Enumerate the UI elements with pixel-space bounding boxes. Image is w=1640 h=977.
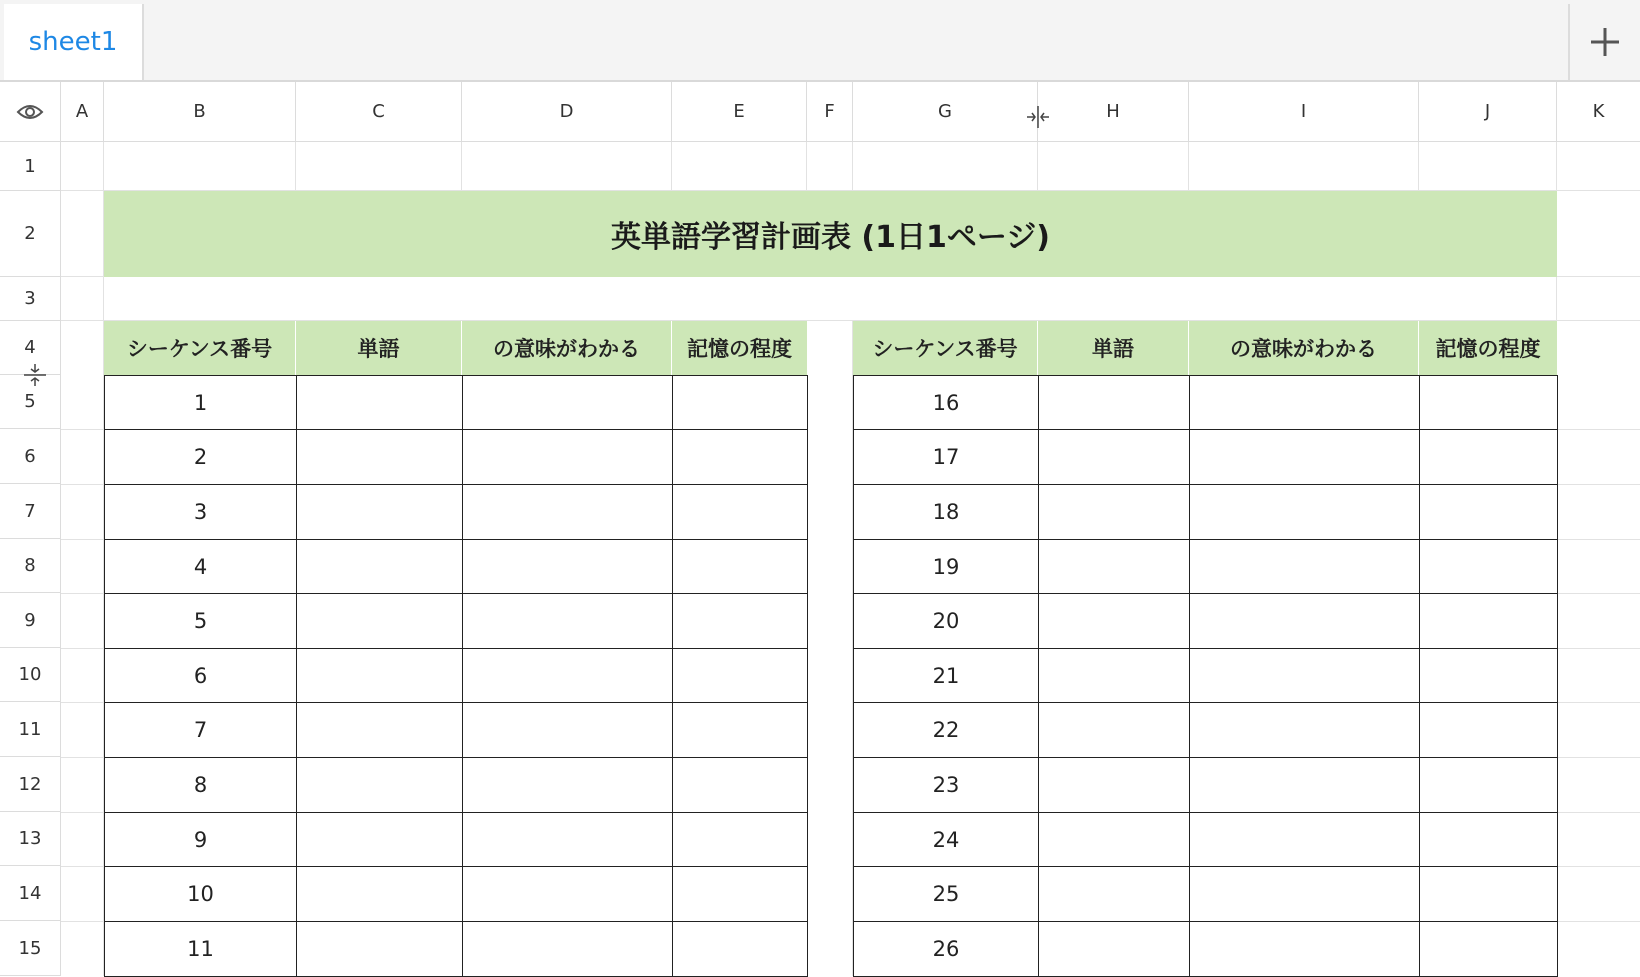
right-meaning-cell[interactable] <box>1189 539 1420 594</box>
right-meaning-cell[interactable] <box>1189 702 1420 758</box>
right-memory-cell[interactable] <box>1419 702 1558 758</box>
right-word-cell[interactable] <box>1038 757 1190 813</box>
left-word-cell[interactable] <box>296 375 463 430</box>
right-sequence-cell[interactable]: 23 <box>853 757 1039 813</box>
left-sequence-cell[interactable]: 8 <box>104 757 297 813</box>
row-header-2[interactable]: 2 <box>0 191 61 277</box>
right-sequence-cell[interactable]: 16 <box>853 375 1039 430</box>
right-memory-cell[interactable] <box>1419 375 1558 430</box>
sheet-tab-bar <box>0 0 1640 82</box>
sheet-tab-sheet1[interactable] <box>4 4 144 80</box>
left-word-cell[interactable] <box>296 866 463 922</box>
right-meaning-cell[interactable] <box>1189 593 1420 649</box>
right-word-cell[interactable] <box>1038 921 1190 977</box>
right-memory-cell[interactable] <box>1419 429 1558 485</box>
left-memory-cell[interactable] <box>672 429 808 485</box>
column-header-i[interactable]: I <box>1189 82 1419 142</box>
column-header-f[interactable]: F <box>807 82 853 142</box>
column-header-a[interactable]: A <box>61 82 104 142</box>
right-word-cell[interactable] <box>1038 593 1190 649</box>
right-sequence-cell[interactable]: 24 <box>853 812 1039 867</box>
left-meaning-cell[interactable] <box>462 866 673 922</box>
column-header-k[interactable]: K <box>1557 82 1640 142</box>
left-memory-cell[interactable] <box>672 539 808 594</box>
left-meaning-cell[interactable] <box>462 484 673 540</box>
column-header-e[interactable]: E <box>672 82 807 142</box>
row-resize-icon[interactable] <box>22 362 48 388</box>
sheet-title-cell[interactable] <box>104 191 1557 277</box>
row-header-8[interactable]: 8 <box>0 539 61 593</box>
left-memory-cell[interactable] <box>672 484 808 540</box>
left-sequence-cell[interactable]: 1 <box>104 375 297 430</box>
left-word-cell[interactable] <box>296 648 463 703</box>
right-memory-cell[interactable] <box>1419 866 1558 922</box>
add-sheet-button[interactable] <box>1568 4 1640 80</box>
left-sequence-cell[interactable]: 2 <box>104 429 297 485</box>
row-header-11[interactable]: 11 <box>0 702 61 757</box>
right-meaning-cell[interactable] <box>1189 921 1420 977</box>
left-memory-cell[interactable] <box>672 648 808 703</box>
left-word-cell[interactable] <box>296 539 463 594</box>
column-header-h[interactable]: H <box>1038 82 1189 142</box>
left-sequence-cell[interactable]: 4 <box>104 539 297 594</box>
right-word-cell[interactable] <box>1038 866 1190 922</box>
left-meaning-cell[interactable] <box>462 593 673 649</box>
right-sequence-cell[interactable]: 26 <box>853 921 1039 977</box>
sheet-tab-label: sheet1 <box>28 27 118 57</box>
row-header-3[interactable]: 3 <box>0 277 61 321</box>
right-word-cell[interactable] <box>1038 702 1190 758</box>
right-memory-cell[interactable] <box>1419 593 1558 649</box>
left-sequence-cell[interactable]: 9 <box>104 812 297 867</box>
right-meaning-cell[interactable] <box>1189 757 1420 813</box>
left-memory-cell[interactable] <box>672 812 808 867</box>
left-word-cell[interactable] <box>296 702 463 758</box>
right-header-memory[interactable]: 記憶の程度 <box>1419 321 1557 375</box>
row-header-4[interactable]: 4 <box>0 321 61 375</box>
left-sequence-cell[interactable]: 5 <box>104 593 297 649</box>
left-word-cell[interactable] <box>296 429 463 485</box>
right-sequence-cell[interactable]: 22 <box>853 702 1039 758</box>
left-header-word[interactable]: 単語 <box>296 321 462 375</box>
right-sequence-cell[interactable]: 17 <box>853 429 1039 485</box>
column-header-g[interactable]: G <box>853 82 1038 142</box>
left-sequence-cell[interactable]: 6 <box>104 648 297 703</box>
right-meaning-cell[interactable] <box>1189 866 1420 922</box>
right-header-word[interactable]: 単語 <box>1038 321 1189 375</box>
row-header-10[interactable]: 10 <box>0 648 61 702</box>
right-word-cell[interactable] <box>1038 484 1190 540</box>
right-memory-cell[interactable] <box>1419 484 1558 540</box>
right-memory-cell[interactable] <box>1419 812 1558 867</box>
row-header-5[interactable]: 5 <box>0 375 61 429</box>
row-header-9[interactable]: 9 <box>0 593 61 648</box>
left-memory-cell[interactable] <box>672 866 808 922</box>
left-header-meaning[interactable]: の意味がわかる <box>462 321 672 375</box>
plus-icon <box>1588 25 1622 59</box>
right-meaning-cell[interactable] <box>1189 429 1420 485</box>
left-meaning-cell[interactable] <box>462 757 673 813</box>
right-sequence-cell[interactable]: 19 <box>853 539 1039 594</box>
right-sequence-cell[interactable]: 20 <box>853 593 1039 649</box>
left-meaning-cell[interactable] <box>462 921 673 977</box>
sheet-title: 英単語学習計画表 (1日1ページ) <box>610 220 1050 255</box>
right-memory-cell[interactable] <box>1419 757 1558 813</box>
left-meaning-cell[interactable] <box>462 648 673 703</box>
toggle-visibility-button[interactable] <box>0 82 61 142</box>
row-header-15[interactable]: 15 <box>0 921 61 976</box>
left-memory-cell[interactable] <box>672 921 808 977</box>
row-header-13[interactable]: 13 <box>0 812 61 866</box>
right-word-cell[interactable] <box>1038 375 1190 430</box>
left-word-cell[interactable] <box>296 484 463 540</box>
right-memory-cell[interactable] <box>1419 539 1558 594</box>
right-header-meaning[interactable]: の意味がわかる <box>1189 321 1419 375</box>
left-sequence-cell[interactable]: 10 <box>104 866 297 922</box>
column-header-j[interactable]: J <box>1419 82 1557 142</box>
left-sequence-cell[interactable]: 7 <box>104 702 297 758</box>
right-word-cell[interactable] <box>1038 539 1190 594</box>
right-sequence-cell[interactable]: 25 <box>853 866 1039 922</box>
right-meaning-cell[interactable] <box>1189 484 1420 540</box>
column-header-b[interactable]: B <box>104 82 296 142</box>
right-word-cell[interactable] <box>1038 648 1190 703</box>
left-meaning-cell[interactable] <box>462 429 673 485</box>
left-word-cell[interactable] <box>296 921 463 977</box>
right-memory-cell[interactable] <box>1419 921 1558 977</box>
left-sequence-cell[interactable]: 11 <box>104 921 297 977</box>
column-resize-icon[interactable] <box>1024 104 1052 130</box>
left-word-cell[interactable] <box>296 757 463 813</box>
left-meaning-cell[interactable] <box>462 702 673 758</box>
right-header-sequence[interactable]: シーケンス番号 <box>853 321 1038 375</box>
column-header-d[interactable]: D <box>462 82 672 142</box>
right-word-cell[interactable] <box>1038 812 1190 867</box>
left-word-cell[interactable] <box>296 593 463 649</box>
row-header-1[interactable]: 1 <box>0 142 61 191</box>
right-word-cell[interactable] <box>1038 429 1190 485</box>
left-header-sequence[interactable]: シーケンス番号 <box>104 321 296 375</box>
right-meaning-cell[interactable] <box>1189 648 1420 703</box>
row-header-6[interactable]: 6 <box>0 429 61 484</box>
right-meaning-cell[interactable] <box>1189 812 1420 867</box>
left-meaning-cell[interactable] <box>462 375 673 430</box>
right-sequence-cell[interactable]: 21 <box>853 648 1039 703</box>
right-memory-cell[interactable] <box>1419 648 1558 703</box>
left-sequence-cell[interactable]: 3 <box>104 484 297 540</box>
left-memory-cell[interactable] <box>672 757 808 813</box>
left-meaning-cell[interactable] <box>462 539 673 594</box>
left-word-cell[interactable] <box>296 812 463 867</box>
left-header-memory[interactable]: 記憶の程度 <box>672 321 807 375</box>
row-header-7[interactable]: 7 <box>0 484 61 539</box>
eye-icon <box>16 102 44 122</box>
right-sequence-cell[interactable]: 18 <box>853 484 1039 540</box>
right-meaning-cell[interactable] <box>1189 375 1420 430</box>
left-meaning-cell[interactable] <box>462 812 673 867</box>
column-header-c[interactable]: C <box>296 82 462 142</box>
left-memory-cell[interactable] <box>672 593 808 649</box>
row-header-14[interactable]: 14 <box>0 866 61 921</box>
left-memory-cell[interactable] <box>672 702 808 758</box>
row-header-12[interactable]: 12 <box>0 757 61 812</box>
left-memory-cell[interactable] <box>672 375 808 430</box>
